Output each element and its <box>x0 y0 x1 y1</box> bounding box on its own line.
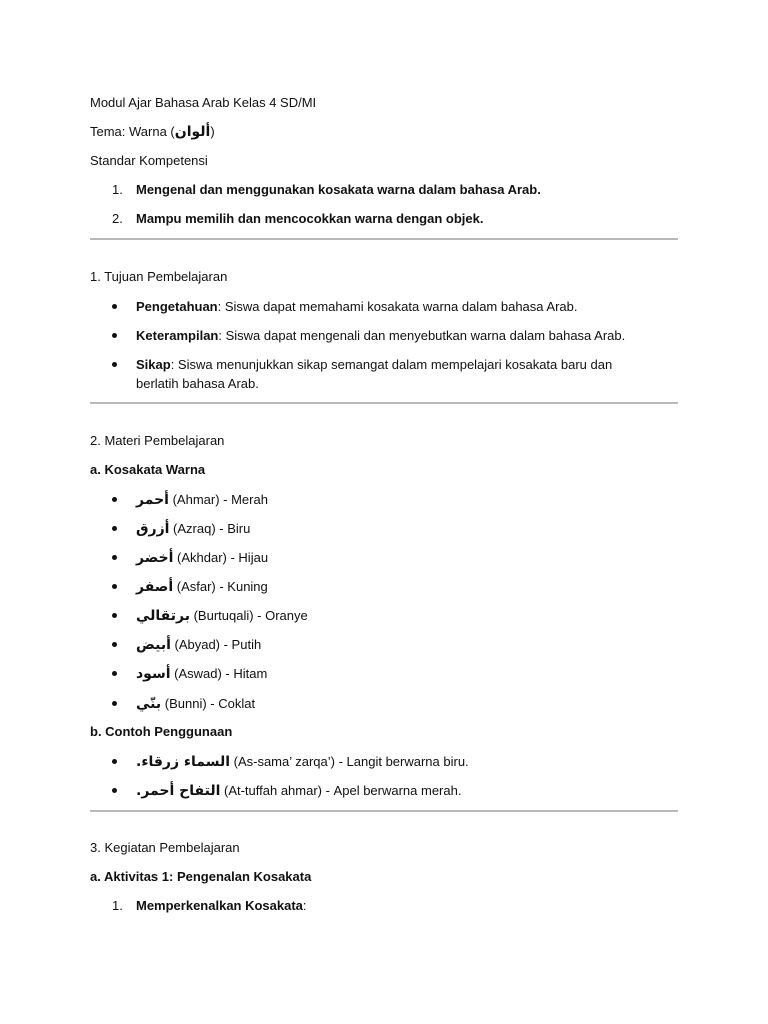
bullet-icon <box>112 584 117 589</box>
tema-line <box>90 123 215 141</box>
tujuan-item <box>136 355 656 393</box>
bullet-icon <box>112 304 117 309</box>
vocab-arabic: أسود <box>136 666 171 682</box>
vocab-text: (Akhdar) - Hijau <box>173 550 269 565</box>
bullet-icon <box>112 555 117 560</box>
divider <box>90 810 678 812</box>
vocab-arabic: أزرق <box>136 521 170 537</box>
vocab-arabic: أحمر <box>136 492 169 508</box>
vocab-text: (Burtuqali) - Oranye <box>189 608 308 623</box>
standar-item: Mampu memilih dan mencocokkan warna dengan objek. <box>136 211 484 226</box>
vocab-text: (Asfar) - Kuning <box>173 579 268 594</box>
vocab-text: (Bunni) - Coklat <box>161 696 256 711</box>
vocab-arabic: برتقالي <box>136 608 190 624</box>
bullet-icon <box>112 526 117 531</box>
materi-heading: 2. Materi Pembelajaran <box>90 433 225 448</box>
bullet-icon <box>112 788 117 793</box>
divider <box>90 402 678 404</box>
vocab-text: (Abyad) - Putih <box>170 637 262 652</box>
tujuan-item <box>136 297 656 316</box>
contoh-subheading: b. Contoh Penggunaan <box>90 724 233 739</box>
kegiatan-item <box>136 897 307 915</box>
bullet-icon <box>112 497 117 502</box>
example-arabic: التفاح أحمر. <box>136 783 221 799</box>
tema-arabic: ألوان <box>174 124 211 140</box>
bullet-icon <box>112 759 117 764</box>
example-arabic: السماء زرقاء. <box>136 754 230 770</box>
aktivitas-subheading: a. Aktivitas 1: Pengenalan Kosakata <box>90 869 312 884</box>
tema-suffix: ) <box>210 124 215 139</box>
tujuan-text: : Siswa menunjukkan sikap semangat dalam mempelajari kosakata baru dan berlatih bahasa Arab. <box>136 357 613 391</box>
vocab-item <box>136 664 656 684</box>
tujuan-label: Pengetahuan <box>136 299 218 314</box>
example-item <box>136 781 656 801</box>
vocab-arabic: أصفر <box>136 579 174 595</box>
tujuan-text: : Siswa dapat memahami kosakata warna dalam bahasa Arab. <box>217 299 578 314</box>
vocab-item <box>136 694 656 714</box>
bullet-icon <box>112 701 117 706</box>
tujuan-text: : Siswa dapat mengenali dan menyebutkan warna dalam bahasa Arab. <box>218 328 626 343</box>
bullet-icon <box>112 671 117 676</box>
vocab-item <box>136 490 656 510</box>
kosakata-subheading: a. Kosakata Warna <box>90 462 206 477</box>
standar-num: 2. <box>112 211 123 226</box>
example-text: (As-sama’ zarqa’) - Langit berwarna biru. <box>230 754 469 769</box>
kegiatan-num: 1. <box>112 898 123 913</box>
standar-num: 1. <box>112 182 123 197</box>
divider <box>90 238 678 240</box>
tujuan-label: Sikap <box>136 357 171 372</box>
vocab-arabic: بنّي <box>136 696 162 712</box>
vocab-text: (Ahmar) - Merah <box>168 492 268 507</box>
bullet-icon <box>112 362 117 367</box>
tema-prefix: Tema: Warna ( <box>90 124 175 139</box>
vocab-text: (Aswad) - Hitam <box>170 666 268 681</box>
kegiatan-label: Memperkenalkan Kosakata <box>136 898 303 913</box>
example-item <box>136 752 656 772</box>
tujuan-heading: 1. Tujuan Pembelajaran <box>90 269 228 284</box>
vocab-text: (Azraq) - Biru <box>169 521 251 536</box>
vocab-arabic: أبيض <box>136 637 171 653</box>
vocab-arabic: أخضر <box>136 550 174 566</box>
vocab-item <box>136 635 656 655</box>
standar-heading: Standar Kompetensi <box>90 153 208 168</box>
vocab-item <box>136 606 656 626</box>
tujuan-label: Keterampilan <box>136 328 219 343</box>
vocab-item <box>136 577 656 597</box>
example-text: (At-tuffah ahmar) - Apel berwarna merah. <box>220 783 462 798</box>
standar-item: Mengenal dan menggunakan kosakata warna dalam bahasa Arab. <box>136 182 541 197</box>
bullet-icon <box>112 613 117 618</box>
tujuan-item <box>136 326 656 345</box>
kegiatan-heading: 3. Kegiatan Pembelajaran <box>90 840 240 855</box>
vocab-item <box>136 548 656 568</box>
vocab-item <box>136 519 656 539</box>
bullet-icon <box>112 642 117 647</box>
kegiatan-text: : <box>302 898 307 913</box>
bullet-icon <box>112 333 117 338</box>
document-title: Modul Ajar Bahasa Arab Kelas 4 SD/MI <box>90 95 317 110</box>
